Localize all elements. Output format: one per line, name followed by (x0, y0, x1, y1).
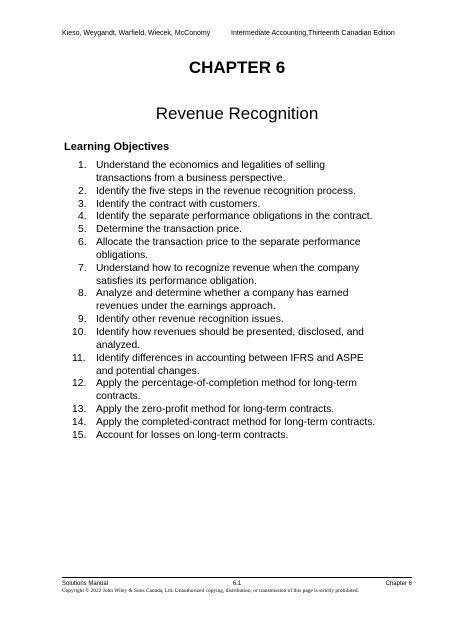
objective-number: 3. (78, 198, 87, 210)
objective-item (64, 186, 404, 199)
objective-item (64, 224, 404, 237)
objective-number: 11. (72, 352, 86, 364)
chapter-title: Revenue Recognition (155, 104, 319, 123)
objective-text-line: Determine the transaction price. (96, 224, 242, 236)
objective-number: 6. (78, 237, 87, 249)
objective-text-line: Identify other revenue recognition issues. (96, 314, 284, 326)
objective-number: 9. (78, 314, 87, 326)
header-authors: Kieso, Weygandt, Warfield, Wiecek, McConomy (62, 30, 211, 37)
objective-item (64, 327, 404, 353)
objective-item (64, 199, 404, 212)
header-book-title: Intermediate Accounting,Thirteenth Canadian Edition (231, 30, 395, 37)
footer-chapter-label: Chapter 6 (385, 581, 412, 587)
objective-item (64, 237, 404, 263)
objective-text-line: Apply the percentage-of-completion method for long-term (96, 378, 357, 390)
objective-text-line: Understand how to recognize revenue when the company (96, 262, 360, 274)
footer-manual-label: Solutions Manual (62, 581, 109, 587)
objective-text-line: Understand the economics and legalities of selling (96, 160, 325, 171)
objective-number: 14. (72, 416, 87, 428)
chapter-label: CHAPTER 6 (188, 58, 286, 77)
objective-text-line: contracts. (96, 391, 141, 403)
objective-text-line: and potential changes. (96, 365, 200, 377)
objective-number: 13. (72, 404, 87, 416)
page-footer (62, 577, 412, 595)
objective-text-line: Identify the contract with customers. (96, 198, 261, 210)
objective-number: 12. (72, 378, 87, 390)
objective-item (64, 211, 404, 224)
objective-item (64, 314, 404, 327)
objective-number: 1. (78, 160, 87, 171)
objective-text-line: Identify the separate performance obligations in the contract. (96, 211, 373, 223)
learning-objectives-list (64, 160, 404, 443)
objective-item (64, 404, 404, 417)
objective-number: 7. (78, 262, 87, 274)
footer-page-number: 6.1 (232, 581, 242, 587)
objective-number: 15. (72, 429, 87, 441)
objective-text-line: satisfies its performance obligation. (96, 275, 257, 287)
objective-text-line: transactions from a business perspective. (96, 172, 286, 184)
objective-text-line: Allocate the transaction price to the separate performance (96, 237, 361, 249)
section-heading: Learning Objectives (64, 141, 170, 153)
objective-number: 4. (78, 211, 87, 223)
objective-number: 5. (78, 224, 87, 236)
objective-item (64, 288, 404, 314)
objective-item (64, 160, 404, 186)
objective-text-line: obligations. (96, 249, 149, 261)
objective-text-line: analyzed. (96, 339, 141, 351)
objective-number: 10. (72, 326, 87, 338)
objective-text-line: Apply the completed-contract method for long-term contracts. (96, 416, 376, 428)
objective-text-line: revenues under the earnings approach. (96, 301, 276, 313)
objective-text-line: Analyze and determine whether a company has earned (96, 288, 349, 300)
objective-text-line: Identify how revenues should be presented, disclosed, and (96, 326, 364, 338)
objective-item (64, 263, 404, 289)
objective-number: 2. (78, 185, 87, 197)
objective-item (64, 378, 404, 404)
objective-item (64, 417, 404, 430)
objective-text-line: Identify differences in accounting between IFRS and ASPE (96, 352, 364, 364)
objective-text-line: Account for losses on long-term contracts. (96, 429, 289, 441)
objective-item (64, 430, 404, 443)
footer-copyright: Copyright © 2022 John Wiley & Sons Canada, Ltd. Unauthorized copying, distribution, or transmission of this page is strictly prohibited. (62, 588, 359, 594)
objective-number: 8. (78, 288, 87, 300)
objective-text-line: Apply the zero-profit method for long-term contracts. (96, 404, 335, 416)
objective-text-line: Identify the five steps in the revenue recognition process. (96, 185, 356, 197)
objective-item (64, 353, 404, 379)
